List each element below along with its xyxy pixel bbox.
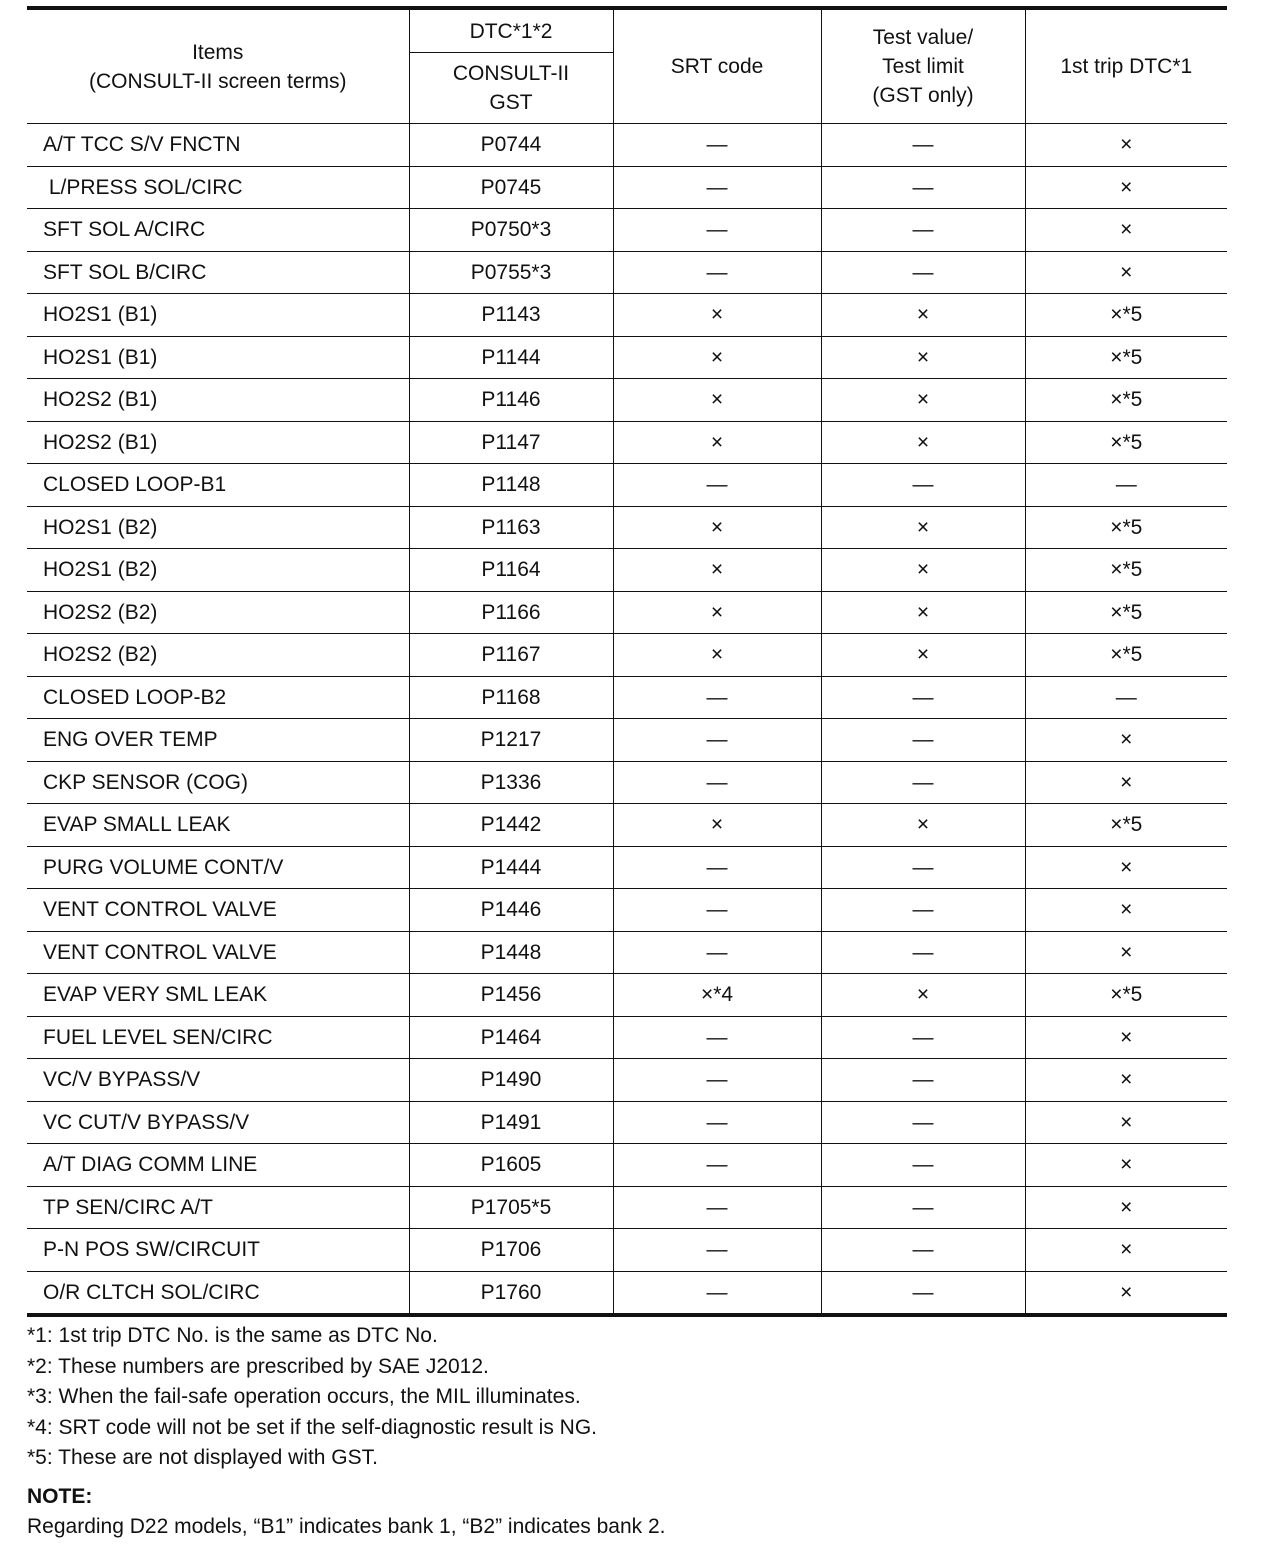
item-cell: A/T TCC S/V FNCTN <box>27 124 409 167</box>
item-cell: SFT SOL A/CIRC <box>27 209 409 252</box>
srt-code-cell: — <box>613 1016 821 1059</box>
item-cell: L/PRESS SOL/CIRC <box>27 166 409 209</box>
table-row <box>27 804 1227 847</box>
first-trip-dtc-cell: × <box>1025 761 1227 804</box>
first-trip-dtc-cell: ×*5 <box>1025 506 1227 549</box>
table-row <box>27 124 1227 167</box>
test-value-cell: — <box>821 124 1025 167</box>
first-trip-dtc-cell: ×*5 <box>1025 421 1227 464</box>
first-trip-dtc-cell: × <box>1025 1144 1227 1187</box>
dtc-cell: P1168 <box>409 676 613 719</box>
item-cell: ENG OVER TEMP <box>27 719 409 762</box>
first-trip-dtc-cell: × <box>1025 1186 1227 1229</box>
footnote: *3: When the fail-safe operation occurs, the MIL illuminates. <box>27 1385 581 1408</box>
first-trip-dtc-cell: ×*5 <box>1025 804 1227 847</box>
test-value-cell: × <box>821 336 1025 379</box>
dtc-cell: P1444 <box>409 846 613 889</box>
item-cell: VENT CONTROL VALVE <box>27 889 409 932</box>
first-trip-dtc-cell: × <box>1025 209 1227 252</box>
item-cell: EVAP SMALL LEAK <box>27 804 409 847</box>
dtc-cell: P1167 <box>409 634 613 677</box>
table-row <box>27 1144 1227 1187</box>
dtc-table <box>27 6 1227 1317</box>
header-dtc: DTC*1*2 <box>409 8 613 53</box>
first-trip-dtc-cell: × <box>1025 1059 1227 1102</box>
test-value-cell: × <box>821 549 1025 592</box>
first-trip-dtc-cell: × <box>1025 931 1227 974</box>
test-value-cell: — <box>821 761 1025 804</box>
test-value-cell: — <box>821 889 1025 932</box>
dtc-cell: P1705*5 <box>409 1186 613 1229</box>
table-row <box>27 166 1227 209</box>
test-value-cell: — <box>821 676 1025 719</box>
document <box>27 6 1227 1543</box>
dtc-cell: P1148 <box>409 464 613 507</box>
dtc-cell: P0745 <box>409 166 613 209</box>
srt-code-cell: ×*4 <box>613 974 821 1017</box>
first-trip-dtc-cell: ×*5 <box>1025 294 1227 337</box>
dtc-cell: P1442 <box>409 804 613 847</box>
footnote: *2: These numbers are prescribed by SAE J2012. <box>27 1354 489 1378</box>
dtc-cell: P1143 <box>409 294 613 337</box>
item-cell: HO2S1 (B2) <box>27 506 409 549</box>
item-cell: SFT SOL B/CIRC <box>27 251 409 294</box>
footnote: *4: SRT code will not be set if the self-diagnostic result is NG. <box>27 1415 597 1439</box>
srt-code-cell: — <box>613 251 821 294</box>
first-trip-dtc-cell: ×*5 <box>1025 549 1227 592</box>
table-row <box>27 251 1227 294</box>
test-value-cell: × <box>821 591 1025 634</box>
item-cell: HO2S2 (B1) <box>27 379 409 422</box>
item-cell: HO2S2 (B2) <box>27 591 409 634</box>
item-cell: VC CUT/V BYPASS/V <box>27 1101 409 1144</box>
dtc-cell: P1336 <box>409 761 613 804</box>
dtc-cell: P1164 <box>409 549 613 592</box>
table-row <box>27 294 1227 337</box>
table-row <box>27 464 1227 507</box>
srt-code-cell: — <box>613 889 821 932</box>
first-trip-dtc-cell: ×*5 <box>1025 974 1227 1017</box>
test-value-cell: × <box>821 804 1025 847</box>
first-trip-dtc-cell: ×*5 <box>1025 379 1227 422</box>
dtc-cell: P0744 <box>409 124 613 167</box>
dtc-cell: P1491 <box>409 1101 613 1144</box>
srt-code-cell: × <box>613 591 821 634</box>
first-trip-dtc-cell: × <box>1025 719 1227 762</box>
srt-code-cell: × <box>613 804 821 847</box>
item-cell: VENT CONTROL VALVE <box>27 931 409 974</box>
dtc-cell: P1446 <box>409 889 613 932</box>
srt-code-cell: × <box>613 294 821 337</box>
table-row <box>27 336 1227 379</box>
table-row <box>27 379 1227 422</box>
test-value-cell: × <box>821 421 1025 464</box>
test-value-cell: — <box>821 931 1025 974</box>
dtc-cell: P1144 <box>409 336 613 379</box>
dtc-cell: P1706 <box>409 1229 613 1272</box>
first-trip-dtc-cell: × <box>1025 1271 1227 1315</box>
test-value-cell: — <box>821 846 1025 889</box>
table-body <box>27 124 1227 1316</box>
header-test-value: Test value/ Test limit (GST only) <box>821 8 1025 124</box>
dtc-cell: P1605 <box>409 1144 613 1187</box>
test-value-cell: — <box>821 209 1025 252</box>
srt-code-cell: × <box>613 634 821 677</box>
item-cell: TP SEN/CIRC A/T <box>27 1186 409 1229</box>
test-value-cell: — <box>821 251 1025 294</box>
footnotes <box>27 1321 1227 1543</box>
header-items: Items (CONSULT-II screen terms) <box>27 8 409 124</box>
srt-code-cell: — <box>613 931 821 974</box>
item-cell: VC/V BYPASS/V <box>27 1059 409 1102</box>
test-value-cell: × <box>821 634 1025 677</box>
srt-code-cell: — <box>613 1101 821 1144</box>
table-row <box>27 1059 1227 1102</box>
srt-code-cell: — <box>613 1229 821 1272</box>
srt-code-cell: — <box>613 719 821 762</box>
table-row <box>27 209 1227 252</box>
first-trip-dtc-cell: × <box>1025 124 1227 167</box>
footnote-list <box>27 1321 1227 1474</box>
test-value-cell: — <box>821 166 1025 209</box>
table-row <box>27 974 1227 1017</box>
dtc-cell: P1166 <box>409 591 613 634</box>
table-row <box>27 1229 1227 1272</box>
test-value-cell: — <box>821 464 1025 507</box>
test-value-cell: — <box>821 1229 1025 1272</box>
item-cell: O/R CLTCH SOL/CIRC <box>27 1271 409 1315</box>
first-trip-dtc-cell: × <box>1025 166 1227 209</box>
first-trip-dtc-cell: × <box>1025 846 1227 889</box>
table-row <box>27 1101 1227 1144</box>
item-cell: A/T DIAG COMM LINE <box>27 1144 409 1187</box>
srt-code-cell: × <box>613 506 821 549</box>
table-header <box>27 8 1227 124</box>
dtc-cell: P1217 <box>409 719 613 762</box>
item-cell: CLOSED LOOP-B1 <box>27 464 409 507</box>
srt-code-cell: — <box>613 124 821 167</box>
srt-code-cell: × <box>613 336 821 379</box>
table-row <box>27 846 1227 889</box>
test-value-cell: — <box>821 1271 1025 1315</box>
dtc-cell: P1163 <box>409 506 613 549</box>
dtc-cell: P0755*3 <box>409 251 613 294</box>
table-row <box>27 506 1227 549</box>
test-value-cell: — <box>821 1101 1025 1144</box>
srt-code-cell: — <box>613 1271 821 1315</box>
test-value-cell: — <box>821 1144 1025 1187</box>
srt-code-cell: — <box>613 166 821 209</box>
test-value-cell: × <box>821 379 1025 422</box>
first-trip-dtc-cell: × <box>1025 889 1227 932</box>
item-cell: CKP SENSOR (COG) <box>27 761 409 804</box>
test-value-cell: — <box>821 1186 1025 1229</box>
item-cell: PURG VOLUME CONT/V <box>27 846 409 889</box>
table-row <box>27 1186 1227 1229</box>
first-trip-dtc-cell: ×*5 <box>1025 336 1227 379</box>
item-cell: HO2S1 (B1) <box>27 294 409 337</box>
header-dtc-consult-gst: CONSULT-II GST <box>409 53 613 124</box>
first-trip-dtc-cell: — <box>1025 464 1227 507</box>
table-row <box>27 634 1227 677</box>
first-trip-dtc-cell: × <box>1025 1101 1227 1144</box>
item-cell: HO2S1 (B2) <box>27 549 409 592</box>
table-row <box>27 1271 1227 1315</box>
srt-code-cell: — <box>613 1144 821 1187</box>
srt-code-cell: — <box>613 1059 821 1102</box>
header-first-trip-dtc: 1st trip DTC*1 <box>1025 8 1227 124</box>
item-cell: HO2S2 (B2) <box>27 634 409 677</box>
table-row <box>27 549 1227 592</box>
dtc-cell: P1760 <box>409 1271 613 1315</box>
test-value-cell: × <box>821 974 1025 1017</box>
table-row <box>27 719 1227 762</box>
item-cell: HO2S1 (B1) <box>27 336 409 379</box>
item-cell: FUEL LEVEL SEN/CIRC <box>27 1016 409 1059</box>
dtc-cell: P0750*3 <box>409 209 613 252</box>
table-row <box>27 421 1227 464</box>
srt-code-cell: × <box>613 379 821 422</box>
table-row <box>27 889 1227 932</box>
item-cell: HO2S2 (B1) <box>27 421 409 464</box>
item-cell: P-N POS SW/CIRCUIT <box>27 1229 409 1272</box>
srt-code-cell: — <box>613 846 821 889</box>
first-trip-dtc-cell: ×*5 <box>1025 591 1227 634</box>
dtc-cell: P1464 <box>409 1016 613 1059</box>
dtc-cell: P1456 <box>409 974 613 1017</box>
test-value-cell: — <box>821 719 1025 762</box>
table-row <box>27 676 1227 719</box>
first-trip-dtc-cell: — <box>1025 676 1227 719</box>
first-trip-dtc-cell: × <box>1025 1016 1227 1059</box>
test-value-cell: × <box>821 506 1025 549</box>
test-value-cell: × <box>821 294 1025 337</box>
srt-code-cell: — <box>613 676 821 719</box>
srt-code-cell: × <box>613 549 821 592</box>
footnote: *5: These are not displayed with GST. <box>27 1446 378 1469</box>
item-cell: EVAP VERY SML LEAK <box>27 974 409 1017</box>
item-cell: CLOSED LOOP-B2 <box>27 676 409 719</box>
footnote: *1: 1st trip DTC No. is the same as DTC No. <box>27 1324 438 1347</box>
test-value-cell: — <box>821 1016 1025 1059</box>
dtc-cell: P1147 <box>409 421 613 464</box>
srt-code-cell: — <box>613 209 821 252</box>
first-trip-dtc-cell: × <box>1025 1229 1227 1272</box>
header-srt-code: SRT code <box>613 8 821 124</box>
srt-code-cell: — <box>613 761 821 804</box>
srt-code-cell: — <box>613 1186 821 1229</box>
table-row <box>27 591 1227 634</box>
table-row <box>27 931 1227 974</box>
dtc-cell: P1448 <box>409 931 613 974</box>
test-value-cell: — <box>821 1059 1025 1102</box>
table-row <box>27 761 1227 804</box>
first-trip-dtc-cell: ×*5 <box>1025 634 1227 677</box>
srt-code-cell: × <box>613 421 821 464</box>
dtc-cell: P1146 <box>409 379 613 422</box>
first-trip-dtc-cell: × <box>1025 251 1227 294</box>
dtc-cell: P1490 <box>409 1059 613 1102</box>
table-row <box>27 1016 1227 1059</box>
note-title: NOTE: <box>27 1484 93 1508</box>
note-text: Regarding D22 models, “B1” indicates bank 1, “B2” indicates bank 2. <box>27 1515 666 1538</box>
srt-code-cell: — <box>613 464 821 507</box>
